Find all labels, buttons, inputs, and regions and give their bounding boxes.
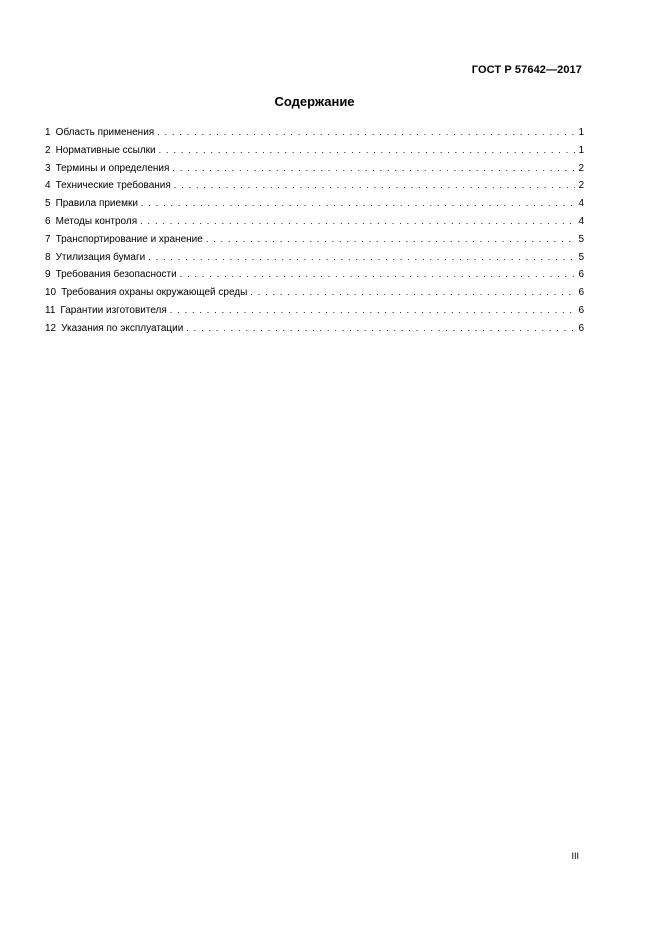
toc-item[interactable] — [45, 302, 584, 320]
toc-item[interactable] — [45, 195, 584, 213]
toc-item-number: 6 — [45, 215, 51, 227]
toc-item-page: 1 — [578, 127, 584, 138]
toc-item-number: 3 — [45, 162, 51, 174]
toc-item-number: 2 — [45, 144, 51, 156]
toc-item-number: 12 — [45, 322, 57, 334]
toc-item[interactable] — [45, 231, 584, 249]
toc-item-label: Гарантии изготовителя — [60, 304, 167, 316]
toc-item[interactable] — [45, 284, 584, 302]
toc-item[interactable] — [45, 249, 584, 267]
toc-item-page: 6 — [578, 287, 584, 299]
toc-item-page: 6 — [578, 269, 584, 281]
toc-item-label: Правила приемки — [55, 198, 138, 210]
toc-dot-leader — [148, 249, 575, 267]
toc-item-page: 6 — [578, 322, 584, 334]
toc-dot-leader — [159, 142, 575, 160]
toc-item-label: Транспортирование и хранение — [55, 233, 203, 245]
toc-list — [45, 124, 584, 338]
toc-item[interactable] — [45, 160, 584, 178]
toc-item-label: Требования охраны окружающей среды — [61, 287, 248, 299]
page-number: III — [571, 851, 579, 861]
toc-item[interactable] — [45, 142, 584, 160]
toc-item-page: 6 — [578, 304, 584, 316]
toc-item-number: 8 — [45, 251, 51, 263]
toc-item-number: 10 — [45, 287, 57, 299]
toc-item-number: 7 — [45, 233, 51, 245]
toc-item-label: Термины и определения — [55, 162, 170, 174]
toc-dot-leader — [170, 302, 575, 320]
toc-item-number: 9 — [45, 269, 51, 281]
toc-item[interactable] — [45, 213, 584, 231]
toc-item-label: Методы контроля — [55, 215, 138, 227]
toc-item-number: 1 — [45, 127, 51, 138]
toc-item-page: 5 — [578, 251, 584, 263]
toc-dot-leader — [206, 231, 575, 249]
toc-item-label: Нормативные ссылки — [55, 144, 156, 156]
toc-item-page: 2 — [578, 180, 584, 192]
toc-item[interactable] — [45, 177, 584, 195]
toc-item-label: Утилизация бумаги — [55, 251, 146, 263]
toc-dot-leader — [174, 177, 575, 195]
toc-item-page: 4 — [578, 198, 584, 210]
toc-item-page: 5 — [578, 233, 584, 245]
toc-item-label: Требования безопасности — [55, 269, 177, 281]
toc-dot-leader — [250, 284, 575, 302]
toc-item-label: Область применения — [55, 127, 155, 138]
toc-item-page: 2 — [578, 162, 584, 174]
toc-item-label: Указания по эксплуатации — [61, 322, 184, 334]
toc-item-label: Технические требования — [55, 180, 171, 192]
toc-item-number: 5 — [45, 198, 51, 210]
toc-item-number: 11 — [45, 304, 56, 316]
toc-dot-leader — [180, 266, 575, 284]
toc-item-page: 1 — [578, 144, 584, 156]
toc-item[interactable] — [45, 124, 584, 142]
toc-item-page: 4 — [578, 215, 584, 227]
toc-item[interactable] — [45, 320, 584, 338]
toc-item-number: 4 — [45, 180, 51, 192]
toc-item[interactable] — [45, 266, 584, 284]
toc-title: Содержание — [274, 94, 355, 109]
toc-dot-leader — [140, 213, 575, 231]
toc-dot-leader — [186, 320, 575, 338]
toc-dot-leader — [141, 195, 575, 213]
document-code: ГОСТ Р 57642—2017 — [471, 64, 582, 76]
toc-dot-leader — [157, 124, 575, 142]
toc-dot-leader — [172, 160, 575, 178]
